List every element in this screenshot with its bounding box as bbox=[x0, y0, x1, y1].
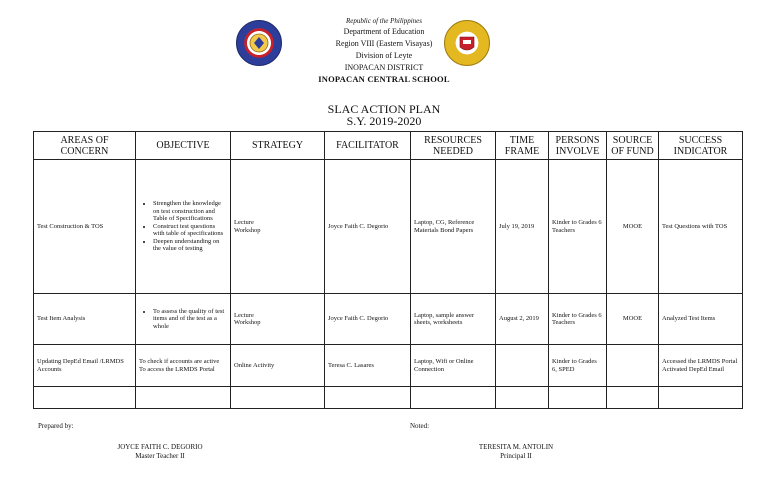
empty-cell bbox=[136, 387, 231, 409]
table-row-empty bbox=[34, 387, 743, 409]
header-facilitator: FACILITATOR bbox=[325, 132, 411, 160]
department-line: Department of Education bbox=[343, 27, 425, 36]
fund-cell bbox=[607, 345, 659, 387]
resources-cell: Laptop, CG, Reference Materials Bond Papers bbox=[411, 160, 496, 294]
strategy-cell: Online Activity bbox=[231, 345, 325, 387]
empty-cell bbox=[34, 387, 136, 409]
school-name: INOPACAN CENTRAL SCHOOL bbox=[318, 74, 450, 84]
table-row bbox=[34, 294, 743, 345]
persons-cell: Kinder to Grades 6, SPED bbox=[549, 345, 607, 387]
empty-cell bbox=[549, 387, 607, 409]
list-item: • Strengthen the knowledge on test construction and Table of Specifications bbox=[153, 200, 227, 223]
empty-cell bbox=[607, 387, 659, 409]
facilitator-cell: Joyce Faith C. Degorio bbox=[325, 160, 411, 294]
resources-cell: Laptop, sample answer sheets, worksheets bbox=[411, 294, 496, 345]
action-plan-table bbox=[33, 131, 743, 409]
table-header-row bbox=[34, 132, 743, 160]
time-cell: July 19, 2019 bbox=[496, 160, 549, 294]
header-time: TIME FRAME bbox=[496, 132, 549, 160]
area-cell: Test Construction & TOS bbox=[34, 160, 136, 294]
list-item: • Construct test questions with table of specifications bbox=[153, 223, 227, 238]
facilitator-cell: Joyce Faith C. Degorio bbox=[325, 294, 411, 345]
objective-cell bbox=[136, 345, 231, 387]
region-line: Region VIII (Eastern Visayas) bbox=[335, 39, 433, 48]
district-line: INOPACAN DISTRICT bbox=[344, 63, 424, 72]
empty-cell bbox=[496, 387, 549, 409]
noted-label: Noted: bbox=[410, 422, 430, 430]
time-cell bbox=[496, 345, 549, 387]
noter-title: Principal II bbox=[500, 452, 532, 460]
area-cell: Test Item Analysis bbox=[34, 294, 136, 345]
fund-cell: MOOE bbox=[607, 294, 659, 345]
empty-cell bbox=[231, 387, 325, 409]
noter-name: TERESITA M. ANTOLIN bbox=[478, 443, 554, 451]
empty-cell bbox=[659, 387, 743, 409]
strategy-line: Lecture bbox=[234, 311, 254, 319]
header-areas: AREAS OF CONCERN bbox=[34, 132, 136, 160]
header-strategy: STRATEGY bbox=[231, 132, 325, 160]
list-item: • Deepen understanding on the value of testing bbox=[153, 238, 227, 253]
indicator-cell: Accessed the LRMDS Portal Activated DepEd Email bbox=[659, 345, 743, 387]
strategy-cell bbox=[231, 294, 325, 345]
objective-list bbox=[139, 308, 227, 331]
resources-cell: Laptop, Wifi or Online Connection bbox=[411, 345, 496, 387]
list-item: • To assess the quality of test items and of the test as a whole bbox=[153, 308, 227, 331]
indicator-cell: Analyzed Test Items bbox=[659, 294, 743, 345]
strategy-line: Workshop bbox=[234, 319, 261, 326]
strategy-line: Lecture bbox=[234, 219, 254, 226]
objective-list bbox=[139, 200, 227, 253]
strategy-line: Workshop bbox=[234, 226, 261, 234]
objective-line: To access the LRMDS Portal bbox=[139, 365, 215, 373]
page-title: SLAC ACTION PLAN bbox=[327, 102, 441, 116]
facilitator-cell: Teresa C. Lasares bbox=[325, 345, 411, 387]
preparer-title: Master Teacher II bbox=[135, 452, 185, 460]
preparer-name: JOYCE FAITH C. DEGORIO bbox=[117, 443, 203, 451]
table-row bbox=[34, 345, 743, 387]
header-indicator: SUCCESS INDICATOR bbox=[659, 132, 743, 160]
fund-cell: MOOE bbox=[607, 160, 659, 294]
header-fund: SOURCE OF FUND bbox=[607, 132, 659, 160]
empty-cell bbox=[411, 387, 496, 409]
time-cell: August 2, 2019 bbox=[496, 294, 549, 345]
objective-cell bbox=[136, 294, 231, 345]
area-cell: Updating DepEd Email /LRMDS Accounts bbox=[34, 345, 136, 387]
header-objective: OBJECTIVE bbox=[136, 132, 231, 160]
objective-line: To check if accounts are active bbox=[139, 358, 220, 365]
empty-cell bbox=[325, 387, 411, 409]
school-year: S.Y. 2019-2020 bbox=[346, 114, 422, 128]
persons-cell: Kinder to Grades 6 Teachers bbox=[549, 294, 607, 345]
division-line: Division of Leyte bbox=[355, 51, 413, 60]
header-resources: RESOURCES NEEDED bbox=[411, 132, 496, 160]
header-persons: PERSONS INVOLVE bbox=[549, 132, 607, 160]
strategy-cell bbox=[231, 160, 325, 294]
indicator-cell: Test Questions with TOS bbox=[659, 160, 743, 294]
persons-cell: Kinder to Grades 6 Teachers bbox=[549, 160, 607, 294]
prepared-by-label: Prepared by: bbox=[38, 422, 74, 430]
republic-line: Republic of the Philippines bbox=[345, 17, 422, 25]
table-row bbox=[34, 160, 743, 294]
objective-cell bbox=[136, 160, 231, 294]
